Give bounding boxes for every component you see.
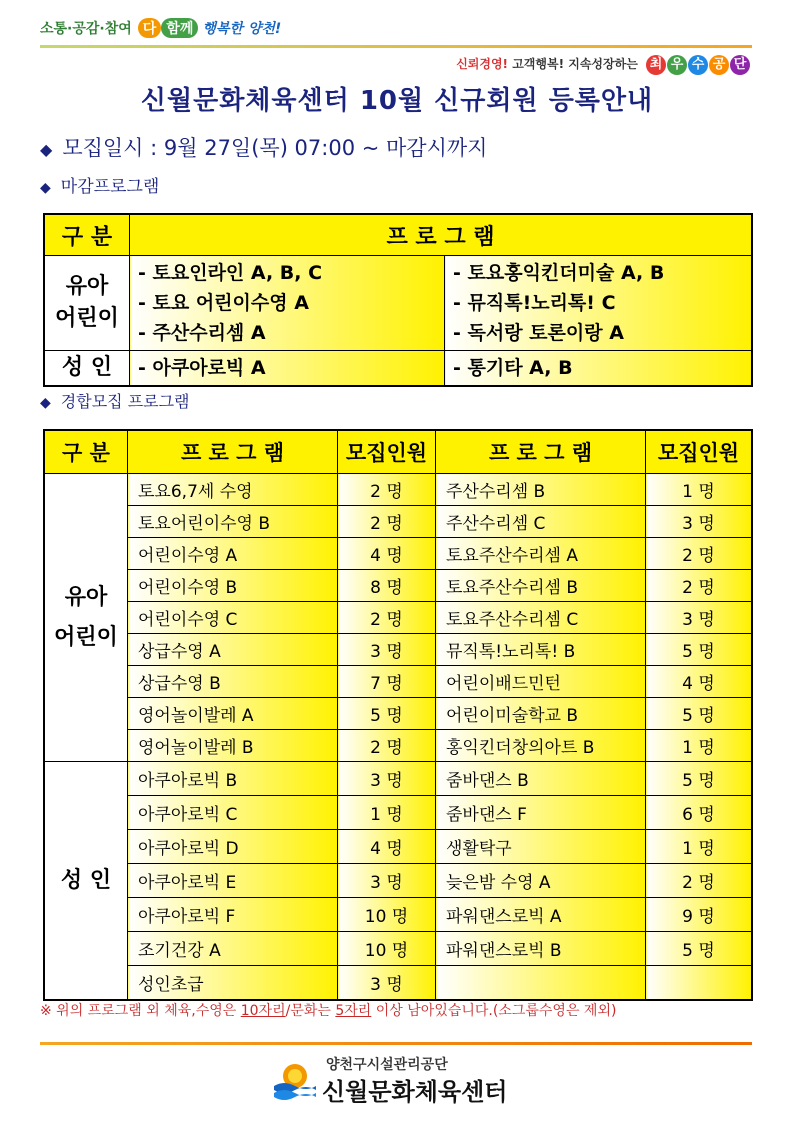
program-name: 어린이미술학교 B — [436, 698, 646, 730]
list-item: - 통기타 A, B — [453, 357, 573, 379]
closed-section-heading — [40, 172, 159, 197]
list-item: - 토요인라인 A, B, C — [138, 262, 323, 284]
circle-char: 수 — [688, 55, 708, 75]
note-mid: /문화는 — [285, 1003, 336, 1019]
program-name: 토요6,7세 수영 — [128, 474, 338, 506]
program-name: 어린이배드민턴 — [436, 666, 646, 698]
program-list-left — [130, 256, 445, 351]
recruit-count: 9 명 — [646, 898, 753, 932]
open-programs-table — [43, 429, 753, 1001]
program-list-right — [445, 256, 753, 351]
table-row — [44, 570, 752, 602]
recruit-count: 3 명 — [646, 506, 753, 538]
open-section-heading — [40, 389, 190, 412]
recruit-count: 4 명 — [338, 830, 436, 864]
list-item: - 토요홍익킨더미술 A, B — [453, 262, 665, 284]
program-name: 상급수영 B — [128, 666, 338, 698]
header-category: 구 분 — [44, 214, 130, 256]
recruit-count: 8 명 — [338, 570, 436, 602]
page-title: 신월문화체육센터 10월 신규회원 등록안내 — [140, 86, 654, 116]
recruit-count: 1 명 — [646, 830, 753, 864]
recruit-date-line — [40, 132, 487, 162]
slogan-badge-together: 함께 — [161, 18, 198, 38]
diamond-bullet-icon: ◆ — [40, 395, 51, 411]
header-count: 모집인원 — [646, 430, 753, 474]
recruit-count: 10 명 — [338, 932, 436, 966]
program-name: 아쿠아로빅 D — [128, 830, 338, 864]
header-slogan — [40, 18, 281, 38]
program-name: 주산수리셈 B — [436, 474, 646, 506]
program-name: 성인초급 — [128, 966, 338, 1001]
table-row — [44, 762, 752, 796]
list-item: - 주산수리셈 A — [138, 322, 266, 344]
recruit-count: 3 명 — [338, 762, 436, 796]
program-name: 영어놀이발레 A — [128, 698, 338, 730]
table-row — [44, 796, 752, 830]
program-name: 홍익킨더창의아트 B — [436, 730, 646, 762]
closed-programs-table — [43, 213, 753, 387]
top-divider — [40, 45, 752, 48]
table-row — [44, 730, 752, 762]
sun-wave-logo-icon — [272, 1056, 318, 1102]
program-name: 뮤직톡!노리톡! B — [436, 634, 646, 666]
category-cell: 유아 어린이 — [44, 474, 128, 762]
table-row — [44, 474, 752, 506]
recruit-count: 2 명 — [646, 570, 753, 602]
table-row — [44, 830, 752, 864]
table-row — [44, 256, 752, 351]
recruit-count — [646, 966, 753, 1001]
table-row — [44, 966, 752, 1001]
footnote — [40, 1000, 616, 1020]
program-name: 줌바댄스 F — [436, 796, 646, 830]
table-row — [44, 351, 752, 387]
note-culture-seats: 5자리 — [335, 1003, 372, 1019]
table-row — [44, 506, 752, 538]
mgmt-customer: 고객행복! — [512, 57, 565, 71]
recruit-count: 6 명 — [646, 796, 753, 830]
open-section-title: 경합모집 프로그램 — [60, 392, 190, 411]
circle-char: 단 — [730, 55, 750, 75]
program-name: 아쿠아로빅 B — [128, 762, 338, 796]
recruit-count: 5 명 — [646, 634, 753, 666]
slogan-right: 행복한 양천! — [202, 21, 282, 37]
list-item: - 독서랑 토론이랑 A — [453, 322, 624, 344]
mgmt-growth: 지속성장하는 — [568, 57, 638, 71]
management-slogan — [456, 55, 750, 75]
program-name: 줌바댄스 B — [436, 762, 646, 796]
recruit-count: 3 명 — [646, 602, 753, 634]
program-name: 아쿠아로빅 F — [128, 898, 338, 932]
footer-center-name: 신월문화체육센터 — [322, 1078, 508, 1106]
recruit-count: 2 명 — [338, 602, 436, 634]
excellent-corp-logo — [645, 55, 750, 75]
note-prefix: ※ 위의 프로그램 외 체육,수영은 — [40, 1003, 241, 1019]
recruit-count: 2 명 — [338, 506, 436, 538]
recruit-count: 4 명 — [646, 666, 753, 698]
program-list-left — [130, 351, 445, 387]
diamond-bullet-icon: ◆ — [40, 180, 51, 196]
table-row — [44, 602, 752, 634]
list-item: - 뮤직톡!노리톡! C — [453, 292, 616, 314]
table-header-row — [44, 214, 752, 256]
program-name: 아쿠아로빅 E — [128, 864, 338, 898]
recruit-count: 2 명 — [338, 474, 436, 506]
recruit-count: 5 명 — [646, 932, 753, 966]
circle-char: 최 — [646, 55, 666, 75]
note-sports-seats: 10자리 — [240, 1003, 286, 1019]
recruit-count: 10 명 — [338, 898, 436, 932]
program-name: 어린이수영 A — [128, 538, 338, 570]
recruit-count: 4 명 — [338, 538, 436, 570]
header-program: 프 로 그 램 — [436, 430, 646, 474]
program-name: 어린이수영 C — [128, 602, 338, 634]
header-category: 구 분 — [44, 430, 128, 474]
recruit-count: 1 명 — [646, 730, 753, 762]
recruit-count: 5 명 — [646, 698, 753, 730]
slogan-left: 소통·공감·참여 — [40, 21, 132, 37]
recruit-count: 3 명 — [338, 966, 436, 1001]
table-row — [44, 932, 752, 966]
recruit-count: 2 명 — [646, 538, 753, 570]
recruit-count: 5 명 — [646, 762, 753, 796]
category-kids: 유아 어린이 — [44, 256, 130, 351]
open-table-body — [44, 474, 752, 1001]
program-name — [436, 966, 646, 1001]
table-row — [44, 898, 752, 932]
category-cell: 성 인 — [44, 762, 128, 1001]
circle-char: 우 — [667, 55, 687, 75]
program-name: 토요주산수리셈 C — [436, 602, 646, 634]
circle-char: 공 — [709, 55, 729, 75]
program-name: 파워댄스로빅 B — [436, 932, 646, 966]
recruit-count: 5 명 — [338, 698, 436, 730]
program-name: 늦은밤 수영 A — [436, 864, 646, 898]
mgmt-trust: 신뢰경영! — [456, 57, 509, 71]
program-list-right — [445, 351, 753, 387]
header-count: 모집인원 — [338, 430, 436, 474]
list-item: - 아쿠아로빅 A — [138, 357, 266, 379]
program-name: 파워댄스로빅 A — [436, 898, 646, 932]
recruit-count: 2 명 — [338, 730, 436, 762]
slogan-badge-da: 다 — [138, 18, 162, 38]
program-name: 아쿠아로빅 C — [128, 796, 338, 830]
program-name: 조기건강 A — [128, 932, 338, 966]
note-suffix: 이상 남아있습니다.(소그룹수영은 제외) — [371, 1003, 617, 1019]
recruit-date: 모집일시 : 9월 27일(목) 07:00 ~ 마감시까지 — [62, 136, 488, 160]
recruit-count: 3 명 — [338, 634, 436, 666]
table-row — [44, 864, 752, 898]
program-name: 토요주산수리셈 B — [436, 570, 646, 602]
program-name: 토요어린이수영 B — [128, 506, 338, 538]
program-name: 주산수리셈 C — [436, 506, 646, 538]
program-name: 상급수영 A — [128, 634, 338, 666]
category-adult: 성 인 — [44, 351, 130, 387]
footer-org-name: 양천구시설관리공단 — [326, 1057, 448, 1073]
table-row — [44, 698, 752, 730]
diamond-bullet-icon: ◆ — [40, 140, 53, 159]
closed-section-title: 마감프로그램 — [60, 177, 160, 197]
program-name: 토요주산수리셈 A — [436, 538, 646, 570]
recruit-count: 7 명 — [338, 666, 436, 698]
table-row — [44, 634, 752, 666]
program-name: 어린이수영 B — [128, 570, 338, 602]
recruit-count: 1 명 — [646, 474, 753, 506]
program-name: 영어놀이발레 B — [128, 730, 338, 762]
list-item: - 토요 어린이수영 A — [138, 292, 309, 314]
bottom-divider — [40, 1042, 752, 1045]
table-row — [44, 538, 752, 570]
recruit-count: 3 명 — [338, 864, 436, 898]
recruit-count: 1 명 — [338, 796, 436, 830]
table-row — [44, 666, 752, 698]
table-header-row — [44, 430, 752, 474]
header-program: 프 로 그 램 — [130, 214, 753, 256]
header-program: 프 로 그 램 — [128, 430, 338, 474]
recruit-count: 2 명 — [646, 864, 753, 898]
program-name: 생활탁구 — [436, 830, 646, 864]
